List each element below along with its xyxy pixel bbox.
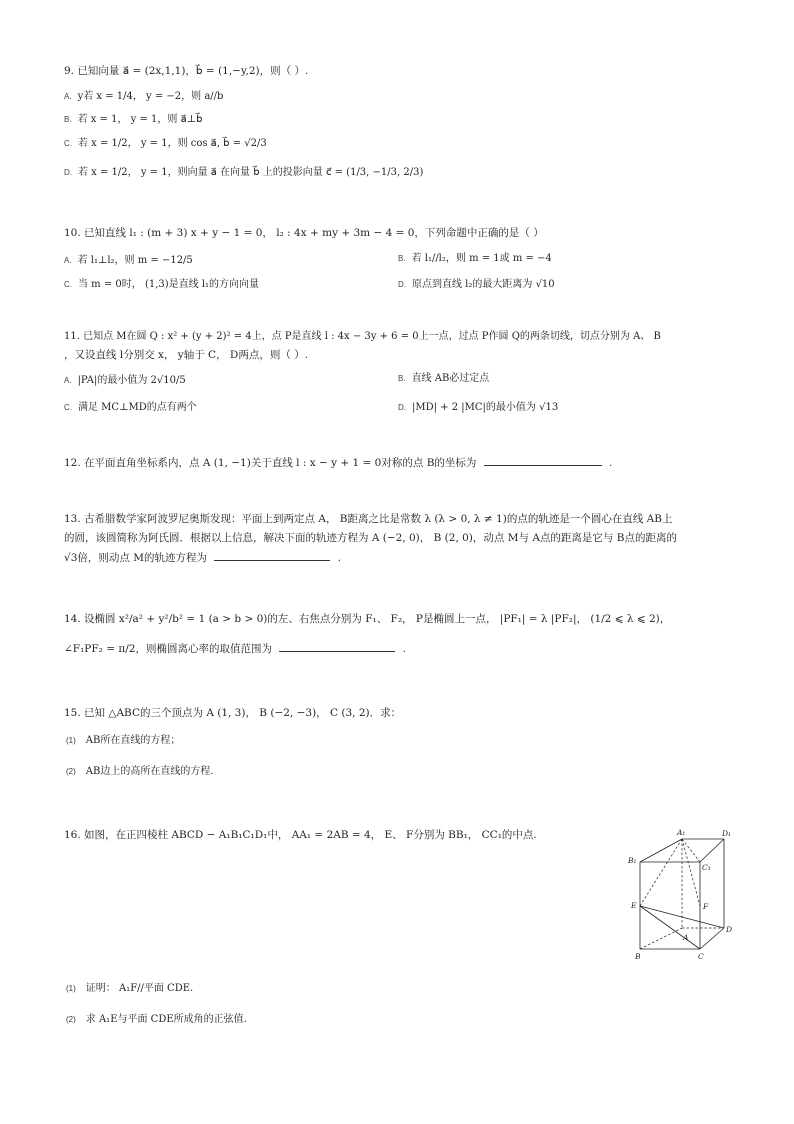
- q10-stem: 10. 已知直线 l₁ : (m + 3) x + y − 1 = 0， l₂ : 4x + my + 3m − 4 = 0，下列命题中正确的是（ ）: [64, 227, 544, 239]
- q16-part-2-text: 求 A₁E与平面 CDE所成角的正弦值.: [85, 1014, 247, 1025]
- q9-option-b-text: 若 x = 1， y = 1，则 a⃗⊥b⃗: [77, 114, 203, 125]
- q9-option-d-label: D.: [64, 168, 72, 177]
- q14-line2-wrap: [64, 640, 406, 656]
- q11-stem-line1: 11. 已知点 M在圆 Q : x² + (y + 2)² = 4上，点 P是直线 l : 4x − 3y + 6 = 0上一点，过点 P作圆 Q的两条切线，切点分别为 A、 B: [64, 331, 661, 342]
- q9-stem: 9. 已知向量 a⃗ = (2x,1,1)，b⃗ = (1,−y,2)，则（ ）.: [64, 65, 309, 77]
- q11-option-c: [64, 401, 197, 415]
- q12-tail: .: [609, 457, 613, 469]
- q13-line3-wrap: [64, 549, 341, 565]
- label-c: C: [698, 952, 704, 961]
- q9-option-b-label: B.: [64, 115, 72, 124]
- edge-ec: [640, 906, 700, 949]
- q9-option-c-label: C.: [64, 139, 72, 148]
- edge-a1e: [640, 839, 682, 906]
- q10-option-b-text: 若 l₁//l₂，则 m = 1或 m = −4: [411, 253, 552, 264]
- q16-part-1-label: (1): [66, 984, 76, 993]
- q10-option-d: [398, 278, 555, 292]
- q11-option-b-label: B.: [398, 374, 406, 383]
- edge-b1a1: [640, 839, 682, 862]
- q10-option-a-text: 若 l₁⊥l₂，则 m = −12/5: [77, 255, 193, 266]
- q9-option-c-text: 若 x = 1/2， y = 1，则 cos a⃗, b⃗ = √2/3: [78, 138, 267, 149]
- q10-option-d-label: D.: [398, 280, 406, 289]
- q13-line3: √3倍，则动点 M的轨迹方程为: [64, 552, 207, 564]
- q9-option-a: [64, 90, 223, 104]
- q11-option-c-label: C.: [64, 403, 72, 412]
- q10-option-d-text: 原点到直线 l₂的最大距离为 √10: [412, 279, 555, 290]
- label-b: B: [635, 952, 641, 961]
- q10-option-a-label: A.: [64, 256, 72, 265]
- q9-option-d-text: 若 x = 1/2， y = 1，则向量 a⃗ 在向量 b⃗ 上的投影向量 c⃗ = (1/3, −1/3, 2/3): [78, 167, 424, 178]
- q16-part-2-label: (2): [66, 1015, 76, 1024]
- q11-stem-line2: ，又设直线 l分别交 x， y轴于 C， D两点，则（ ）.: [64, 349, 309, 361]
- q15-part-1: [66, 734, 180, 748]
- q15-part-2-label: (2): [66, 767, 76, 776]
- q14-line2: ∠F₁PF₂ = π/2，则椭圆离心率的取值范围为: [64, 643, 272, 655]
- q11-option-b-text: 直线 AB必过定点: [411, 373, 490, 384]
- edge-c1d1: [700, 839, 724, 862]
- q11-option-c-text: 满足 MC⊥MD的点有两个: [78, 402, 197, 413]
- label-c1: C₁: [702, 863, 711, 872]
- q9-option-b: [64, 113, 202, 127]
- q13-line1: 13. 古希腊数学家阿波罗尼奥斯发现：平面上到两定点 A， B距离之比是常数 λ (λ > 0, λ ≠ 1)的点的轨迹是一个圆心在直线 AB上: [64, 513, 673, 525]
- q12: [64, 454, 612, 470]
- q10-option-c: [64, 278, 259, 292]
- q16-part-1-text: 证明： A₁F//平面 CDE.: [85, 983, 194, 994]
- q15-part-1-label: (1): [66, 736, 76, 745]
- q11-option-a-text: |PA|的最小值为 2√10/5: [77, 375, 186, 386]
- q16-stem: 16. 如图，在正四棱柱 ABCD − A₁B₁C₁D₁中， AA₁ = 2AB = 4， E、 F分别为 BB₁， CC₁的中点.: [64, 829, 537, 841]
- q14-tail: .: [402, 643, 406, 655]
- q12-answer-blank[interactable]: [484, 454, 602, 466]
- q11-option-d-text: |MD| + 2 |MC|的最小值为 √13: [412, 402, 559, 413]
- q16-part-1: [66, 982, 193, 996]
- q12-stem: 12. 在平面直角坐标系内，点 A (1, −1)关于直线 l : x − y + 1 = 0对称的点 B的坐标为: [64, 457, 477, 469]
- q10-option-b: [398, 252, 552, 266]
- q11-option-a-label: A.: [64, 376, 72, 385]
- q13-tail: .: [337, 552, 341, 564]
- q13-line2: 的圆，该圆简称为阿氏圆．根据以上信息，解决下面的轨迹方程为 A (−2, 0)， B (2, 0)，动点 M与 A点的距离是它与 B点的距离的: [64, 532, 677, 544]
- q16-part-2: [66, 1013, 247, 1027]
- label-b1: B₁: [628, 856, 637, 865]
- q9-option-d: [64, 166, 423, 180]
- q10-option-b-label: B.: [398, 254, 406, 263]
- q14-line1: 14. 设椭圆 x²/a² + y²/b² = 1 (a > b > 0)的左、右焦点分别为 F₁、 F₂， P是椭圆上一点， |PF₁| = λ |PF₂|， (1/2 ⩽ λ ⩽ 2)，: [64, 613, 671, 625]
- q15-stem: 15. 已知 △ABC的三个顶点为 A (1, 3)， B (−2, −3)， C (3, 2)．求：: [64, 707, 402, 719]
- q11-option-a: [64, 374, 186, 388]
- edge-a1f: [682, 839, 700, 906]
- label-a: A: [683, 933, 689, 942]
- q13-answer-blank[interactable]: [214, 549, 330, 561]
- label-f: F: [703, 902, 709, 911]
- label-d1: D₁: [722, 829, 732, 838]
- edge-a1c1: [682, 839, 700, 862]
- q11-option-d: [398, 401, 558, 415]
- q11-option-d-label: D.: [398, 403, 406, 412]
- label-d: D: [726, 925, 733, 934]
- q16-prism-figure: [620, 822, 740, 964]
- q15-part-1-text: AB所在直线的方程；: [85, 735, 181, 746]
- label-e: E: [631, 901, 637, 910]
- label-a1: A₁: [677, 828, 686, 837]
- q10-option-a: [64, 254, 193, 268]
- q15-part-2-text: AB边上的高所在直线的方程.: [85, 766, 214, 777]
- q9-option-c: [64, 137, 267, 151]
- q10-option-c-text: 当 m = 0时， (1,3)是直线 l₁的方向向量: [78, 279, 260, 290]
- q10-option-c-label: C.: [64, 280, 72, 289]
- edge-cd: [700, 928, 724, 949]
- q11-option-b: [398, 372, 489, 386]
- q14-answer-blank[interactable]: [279, 640, 395, 652]
- q15-part-2: [66, 765, 214, 779]
- q9-option-a-text: y若 x = 1/4， y = −2，则 a//b: [77, 91, 224, 102]
- q9-option-a-label: A.: [64, 92, 72, 101]
